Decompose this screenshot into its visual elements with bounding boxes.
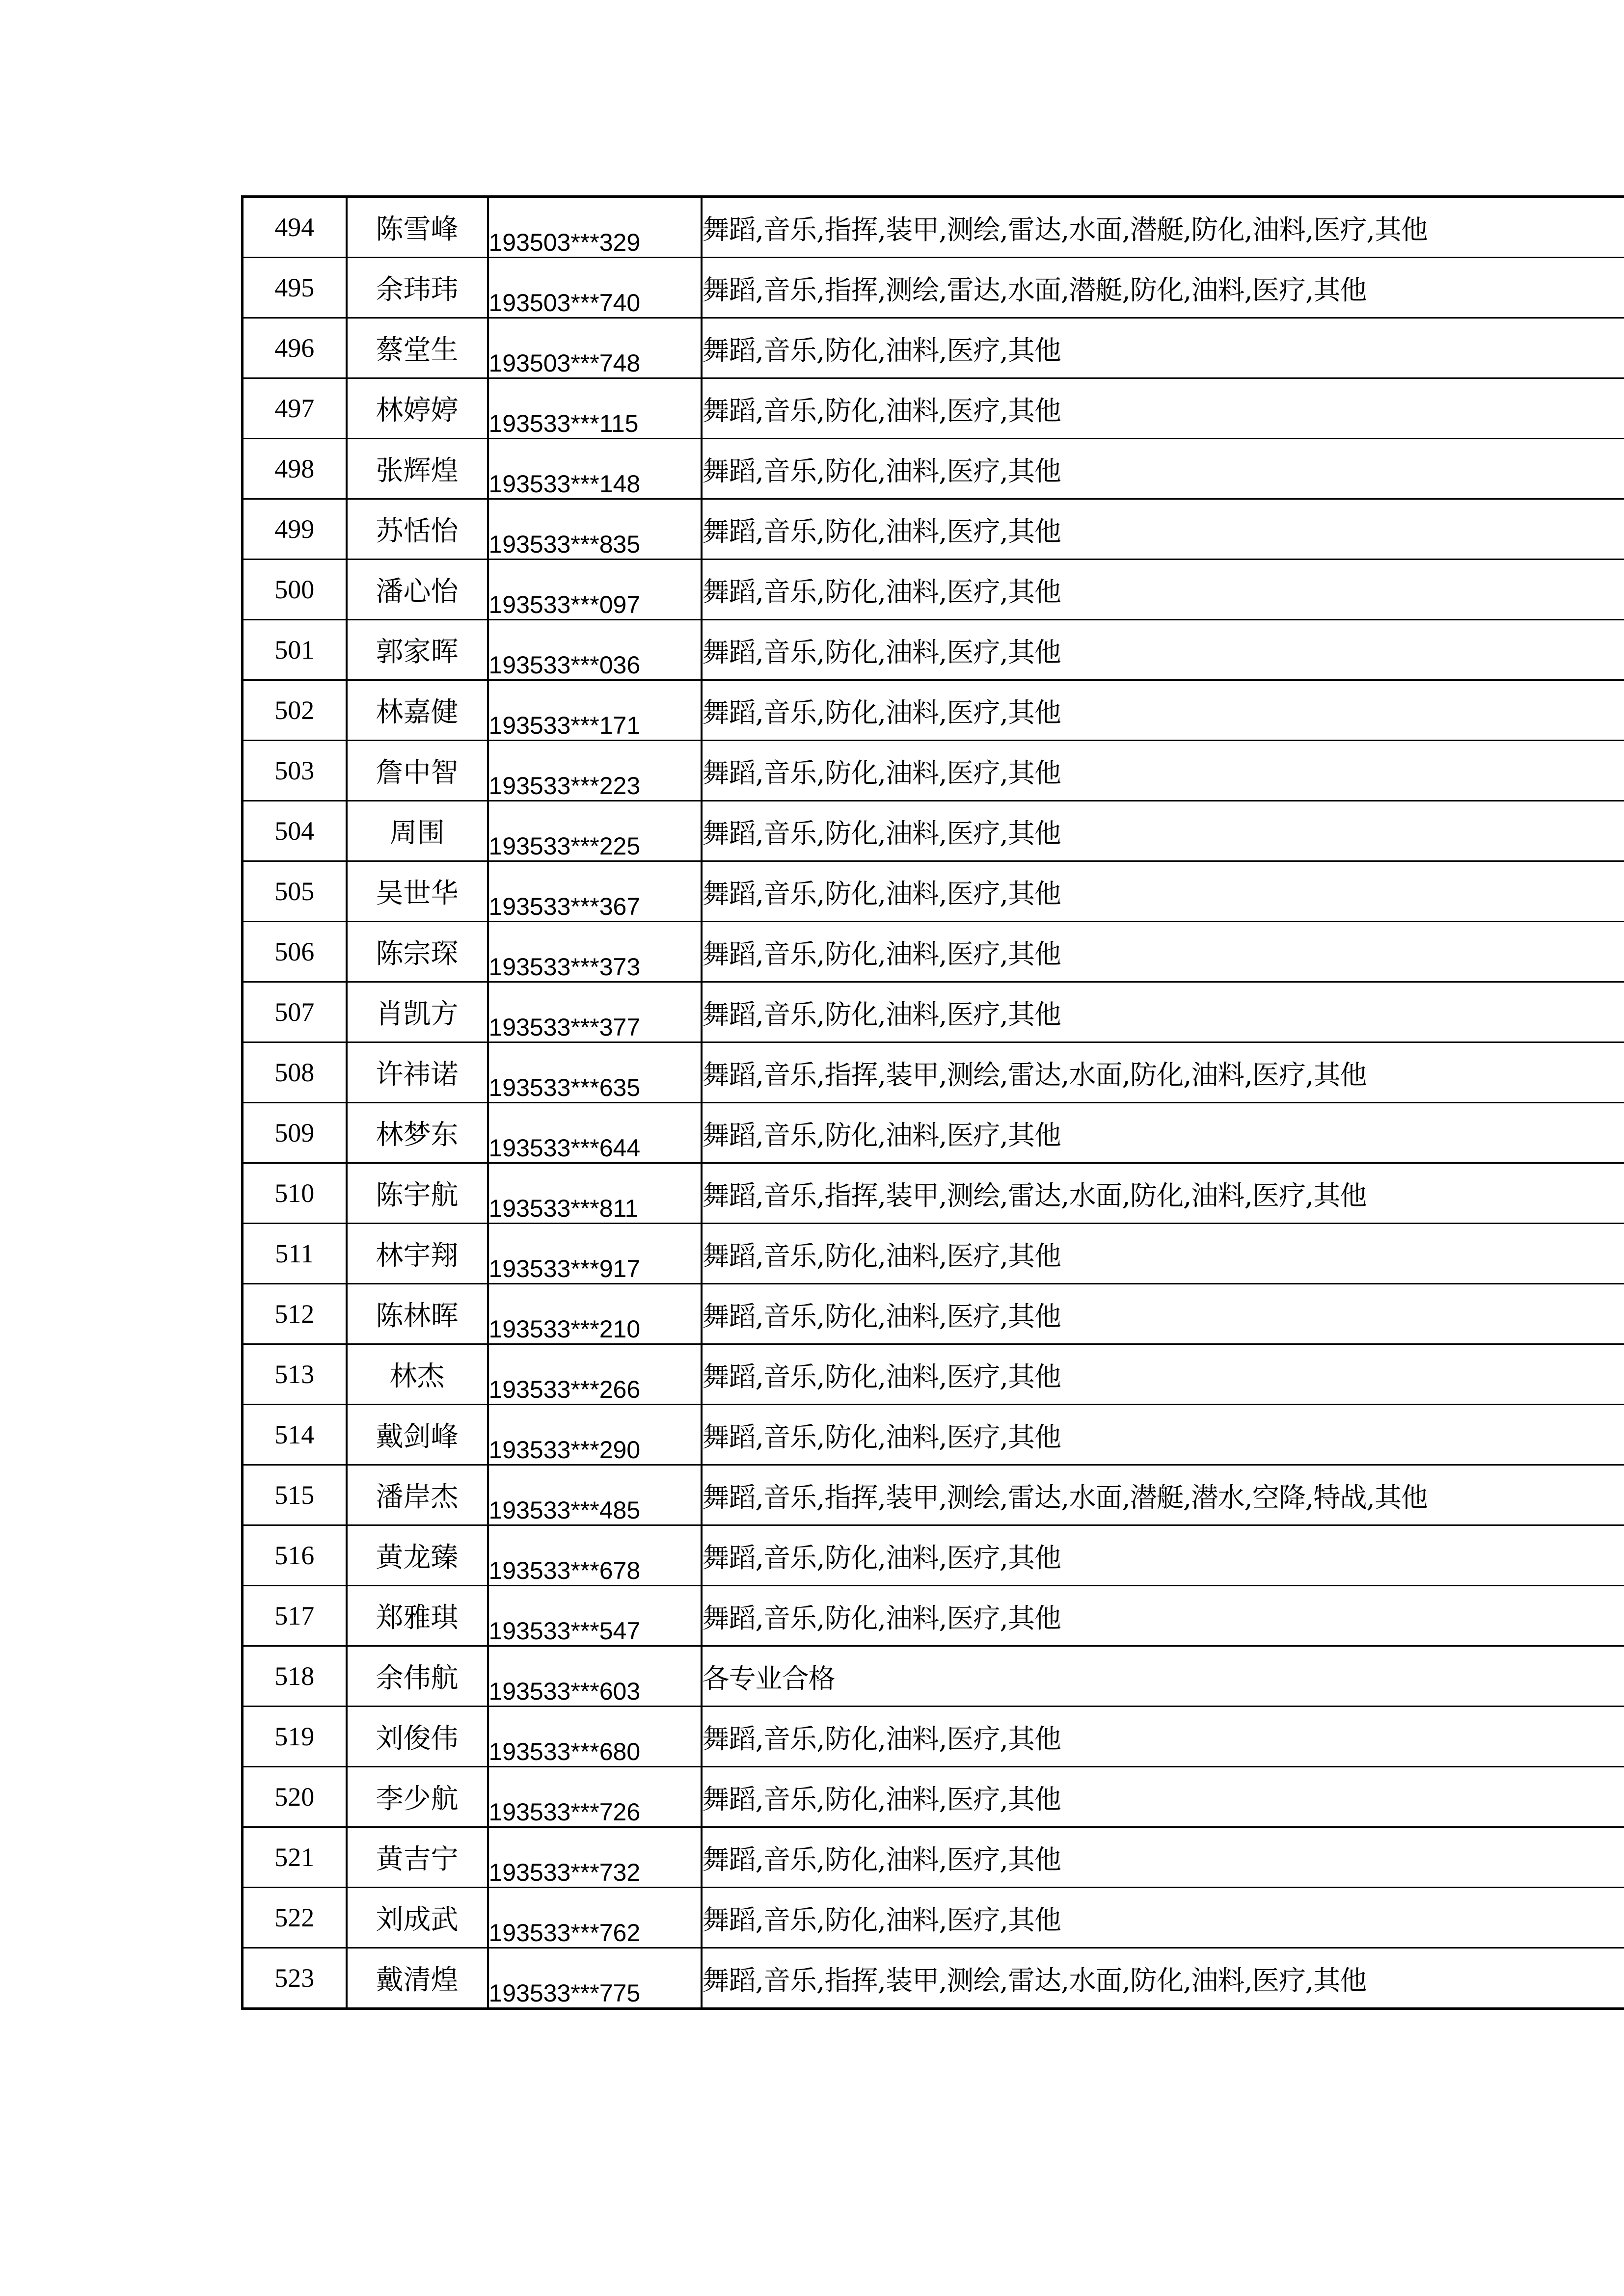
id-number-cell: 193533***373 bbox=[488, 922, 702, 982]
row-number-cell: 499 bbox=[243, 499, 347, 560]
row-number-cell: 505 bbox=[243, 861, 347, 922]
id-number-cell: 193533***148 bbox=[488, 439, 702, 499]
table-row bbox=[243, 1767, 1624, 1827]
qualified-items-cell: 舞蹈,音乐,防化,油料,医疗,其他 bbox=[702, 1224, 1624, 1284]
table-row bbox=[243, 620, 1624, 680]
table-row bbox=[243, 318, 1624, 378]
name-cell: 林婷婷 bbox=[347, 378, 488, 439]
qualified-items-cell: 舞蹈,音乐,防化,油料,医疗,其他 bbox=[702, 439, 1624, 499]
name-cell: 陈林晖 bbox=[347, 1284, 488, 1344]
qualified-items-cell: 舞蹈,音乐,防化,油料,医疗,其他 bbox=[702, 1767, 1624, 1827]
row-number-cell: 511 bbox=[243, 1224, 347, 1284]
id-number-cell: 193533***547 bbox=[488, 1586, 702, 1646]
id-number-cell: 193533***115 bbox=[488, 378, 702, 439]
name-cell: 蔡堂生 bbox=[347, 318, 488, 378]
id-number-cell: 193533***367 bbox=[488, 861, 702, 922]
name-cell: 周围 bbox=[347, 801, 488, 861]
qualified-items-cell: 舞蹈,音乐,防化,油料,医疗,其他 bbox=[702, 620, 1624, 680]
row-number-cell: 501 bbox=[243, 620, 347, 680]
table-row bbox=[243, 1586, 1624, 1646]
id-number-cell: 193533***726 bbox=[488, 1767, 702, 1827]
name-cell: 陈雪峰 bbox=[347, 197, 488, 258]
name-cell: 陈宇航 bbox=[347, 1163, 488, 1224]
qualified-items-cell: 舞蹈,音乐,指挥,装甲,测绘,雷达,水面,潜艇,防化,油料,医疗,其他 bbox=[702, 197, 1624, 258]
name-cell: 林杰 bbox=[347, 1344, 488, 1405]
row-number-cell: 515 bbox=[243, 1465, 347, 1525]
name-cell: 李少航 bbox=[347, 1767, 488, 1827]
table-row bbox=[243, 1103, 1624, 1163]
name-cell: 吴世华 bbox=[347, 861, 488, 922]
row-number-cell: 495 bbox=[243, 258, 347, 318]
table-row bbox=[243, 861, 1624, 922]
table-row bbox=[243, 1646, 1624, 1707]
table-row bbox=[243, 1465, 1624, 1525]
name-cell: 郑雅琪 bbox=[347, 1586, 488, 1646]
name-cell: 郭家晖 bbox=[347, 620, 488, 680]
qualified-items-cell: 舞蹈,音乐,防化,油料,医疗,其他 bbox=[702, 922, 1624, 982]
name-cell: 张辉煌 bbox=[347, 439, 488, 499]
name-cell: 黄吉宁 bbox=[347, 1827, 488, 1888]
name-cell: 詹中智 bbox=[347, 741, 488, 801]
qualified-items-cell: 舞蹈,音乐,指挥,装甲,测绘,雷达,水面,防化,油料,医疗,其他 bbox=[702, 1964, 1367, 1996]
row-number-cell: 523 bbox=[243, 1948, 347, 2009]
table-row bbox=[243, 1163, 1624, 1224]
qualified-items-cell: 舞蹈,音乐,防化,油料,医疗,其他 bbox=[702, 1405, 1624, 1465]
id-number-cell: 193503***748 bbox=[488, 318, 702, 378]
row-number-cell: 513 bbox=[243, 1344, 347, 1405]
name-cell: 许祎诺 bbox=[347, 1042, 488, 1103]
table-row bbox=[243, 1042, 1624, 1103]
qualified-items-cell: 舞蹈,音乐,防化,油料,医疗,其他 bbox=[702, 680, 1624, 741]
id-number-cell: 193533***732 bbox=[488, 1827, 702, 1888]
qualified-items-cell: 各专业合格 bbox=[702, 1646, 1624, 1707]
qualified-items-cell: 舞蹈,音乐,防化,油料,医疗,其他 bbox=[702, 1707, 1624, 1767]
row-number-cell: 519 bbox=[243, 1707, 347, 1767]
table-row bbox=[243, 801, 1624, 861]
table-row bbox=[243, 982, 1624, 1042]
qualified-items-cell: 舞蹈,音乐,防化,油料,医疗,其他 bbox=[702, 1827, 1624, 1888]
row-number-cell: 496 bbox=[243, 318, 347, 378]
qualified-items-cell: 舞蹈,音乐,防化,油料,医疗,其他 bbox=[702, 1344, 1624, 1405]
name-cell: 林宇翔 bbox=[347, 1224, 488, 1284]
row-number-cell: 517 bbox=[243, 1586, 347, 1646]
row-number-cell: 494 bbox=[243, 197, 347, 258]
qualified-items-cell: 舞蹈,音乐,指挥,装甲,测绘,雷达,水面,潜艇,潜水,空降,特战,其他 bbox=[702, 1465, 1624, 1525]
id-number-cell: 193533***811 bbox=[488, 1163, 702, 1224]
id-number-cell: 193533***678 bbox=[488, 1525, 702, 1586]
id-number-cell: 193533***377 bbox=[488, 982, 702, 1042]
qualified-items-cell: 舞蹈,音乐,防化,油料,医疗,其他 bbox=[702, 1103, 1624, 1163]
name-cell: 潘岸杰 bbox=[347, 1465, 488, 1525]
id-number-cell: 193533***171 bbox=[488, 680, 702, 741]
name-cell: 潘心怡 bbox=[347, 560, 488, 620]
name-cell: 刘成武 bbox=[347, 1888, 488, 1948]
table-row bbox=[243, 1948, 1624, 2009]
row-number-cell: 509 bbox=[243, 1103, 347, 1163]
row-number-cell: 497 bbox=[243, 378, 347, 439]
table-row bbox=[243, 1224, 1624, 1284]
id-number-cell: 193533***036 bbox=[488, 620, 702, 680]
table-row bbox=[243, 922, 1624, 982]
qualified-items-cell: 舞蹈,音乐,防化,油料,医疗,其他 bbox=[702, 1284, 1624, 1344]
name-cell: 戴剑峰 bbox=[347, 1405, 488, 1465]
row-number-cell: 520 bbox=[243, 1767, 347, 1827]
row-number-cell: 518 bbox=[243, 1646, 347, 1707]
name-cell: 林梦东 bbox=[347, 1103, 488, 1163]
row-number-cell: 498 bbox=[243, 439, 347, 499]
row-number-cell: 504 bbox=[243, 801, 347, 861]
table-row bbox=[243, 560, 1624, 620]
qualified-items-cell: 舞蹈,音乐,防化,油料,医疗,其他 bbox=[702, 560, 1624, 620]
table-row bbox=[243, 499, 1624, 560]
table-row bbox=[243, 680, 1624, 741]
name-cell: 陈宗琛 bbox=[347, 922, 488, 982]
row-number-cell: 502 bbox=[243, 680, 347, 741]
name-cell: 苏恬怡 bbox=[347, 499, 488, 560]
qualified-items-cell: 舞蹈,音乐,防化,油料,医疗,其他 bbox=[702, 1586, 1624, 1646]
id-number-cell: 193533***485 bbox=[488, 1465, 702, 1525]
name-cell: 黄龙臻 bbox=[347, 1525, 488, 1586]
name-cell: 余玮玮 bbox=[347, 258, 488, 318]
id-number-cell: 193533***223 bbox=[488, 741, 702, 801]
id-number-cell: 193533***762 bbox=[488, 1888, 702, 1948]
table-row bbox=[243, 258, 1624, 318]
row-number-cell: 514 bbox=[243, 1405, 347, 1465]
qualified-items-cell: 舞蹈,音乐,防化,油料,医疗,其他 bbox=[702, 741, 1624, 801]
id-number-cell: 193503***329 bbox=[488, 197, 702, 258]
table-row bbox=[243, 1284, 1624, 1344]
id-number-cell: 193533***603 bbox=[488, 1646, 702, 1707]
id-number-cell: 193533***635 bbox=[488, 1042, 702, 1103]
row-number-cell: 512 bbox=[243, 1284, 347, 1344]
id-number-cell: 193503***740 bbox=[488, 258, 702, 318]
table-row bbox=[243, 1525, 1624, 1586]
row-number-cell: 521 bbox=[243, 1827, 347, 1888]
id-number-cell: 193533***210 bbox=[488, 1284, 702, 1344]
id-number-cell: 193533***097 bbox=[488, 560, 702, 620]
row-number-cell: 506 bbox=[243, 922, 347, 982]
id-number-cell: 193533***835 bbox=[488, 499, 702, 560]
row-number-cell: 507 bbox=[243, 982, 347, 1042]
qualified-items-cell: 舞蹈,音乐,防化,油料,医疗,其他 bbox=[702, 1525, 1624, 1586]
id-number-cell: 193533***917 bbox=[488, 1224, 702, 1284]
qualified-items-cell: 舞蹈,音乐,指挥,装甲,测绘,雷达,水面,防化,油料,医疗,其他 bbox=[702, 1042, 1624, 1103]
qualification-table bbox=[241, 195, 1624, 2010]
table-row bbox=[243, 1405, 1624, 1465]
id-number-cell: 193533***644 bbox=[488, 1103, 702, 1163]
table-row bbox=[243, 1344, 1624, 1405]
id-number-cell: 193533***775 bbox=[488, 1948, 702, 2009]
qualified-items-cell: 舞蹈,音乐,防化,油料,医疗,其他 bbox=[702, 1888, 1624, 1948]
row-number-cell: 503 bbox=[243, 741, 347, 801]
row-number-cell: 500 bbox=[243, 560, 347, 620]
row-number-cell: 510 bbox=[243, 1163, 347, 1224]
qualified-items-cell: 舞蹈,音乐,指挥,装甲,测绘,雷达,水面,防化,油料,医疗,其他 bbox=[702, 1163, 1624, 1224]
row-number-cell: 508 bbox=[243, 1042, 347, 1103]
table-row bbox=[243, 1707, 1624, 1767]
id-number-cell: 193533***225 bbox=[488, 801, 702, 861]
table-row bbox=[243, 378, 1624, 439]
table-row bbox=[243, 1888, 1624, 1948]
name-cell: 刘俊伟 bbox=[347, 1707, 488, 1767]
qualified-items-cell: 舞蹈,音乐,防化,油料,医疗,其他 bbox=[702, 318, 1624, 378]
name-cell: 戴清煌 bbox=[347, 1948, 488, 2009]
row-number-cell: 522 bbox=[243, 1888, 347, 1948]
row-number-cell: 516 bbox=[243, 1525, 347, 1586]
table-row bbox=[243, 439, 1624, 499]
qualified-items-cell: 舞蹈,音乐,防化,油料,医疗,其他 bbox=[702, 378, 1624, 439]
qualified-items-cell: 舞蹈,音乐,防化,油料,医疗,其他 bbox=[702, 801, 1624, 861]
id-number-cell: 193533***290 bbox=[488, 1405, 702, 1465]
qualified-items-cell: 舞蹈,音乐,防化,油料,医疗,其他 bbox=[702, 982, 1624, 1042]
table-row bbox=[243, 1827, 1624, 1888]
name-cell: 林嘉健 bbox=[347, 680, 488, 741]
name-cell: 余伟航 bbox=[347, 1646, 488, 1707]
qualified-items-cell: 舞蹈,音乐,防化,油料,医疗,其他 bbox=[702, 499, 1624, 560]
qualified-items-cell: 舞蹈,音乐,指挥,测绘,雷达,水面,潜艇,防化,油料,医疗,其他 bbox=[702, 258, 1624, 318]
id-number-cell: 193533***266 bbox=[488, 1344, 702, 1405]
id-number-cell: 193533***680 bbox=[488, 1707, 702, 1767]
table-body bbox=[243, 197, 1624, 2009]
table-row bbox=[243, 741, 1624, 801]
qualified-items-cell: 舞蹈,音乐,防化,油料,医疗,其他 bbox=[702, 861, 1624, 922]
name-cell: 肖凯方 bbox=[347, 982, 488, 1042]
table-row bbox=[243, 197, 1624, 258]
